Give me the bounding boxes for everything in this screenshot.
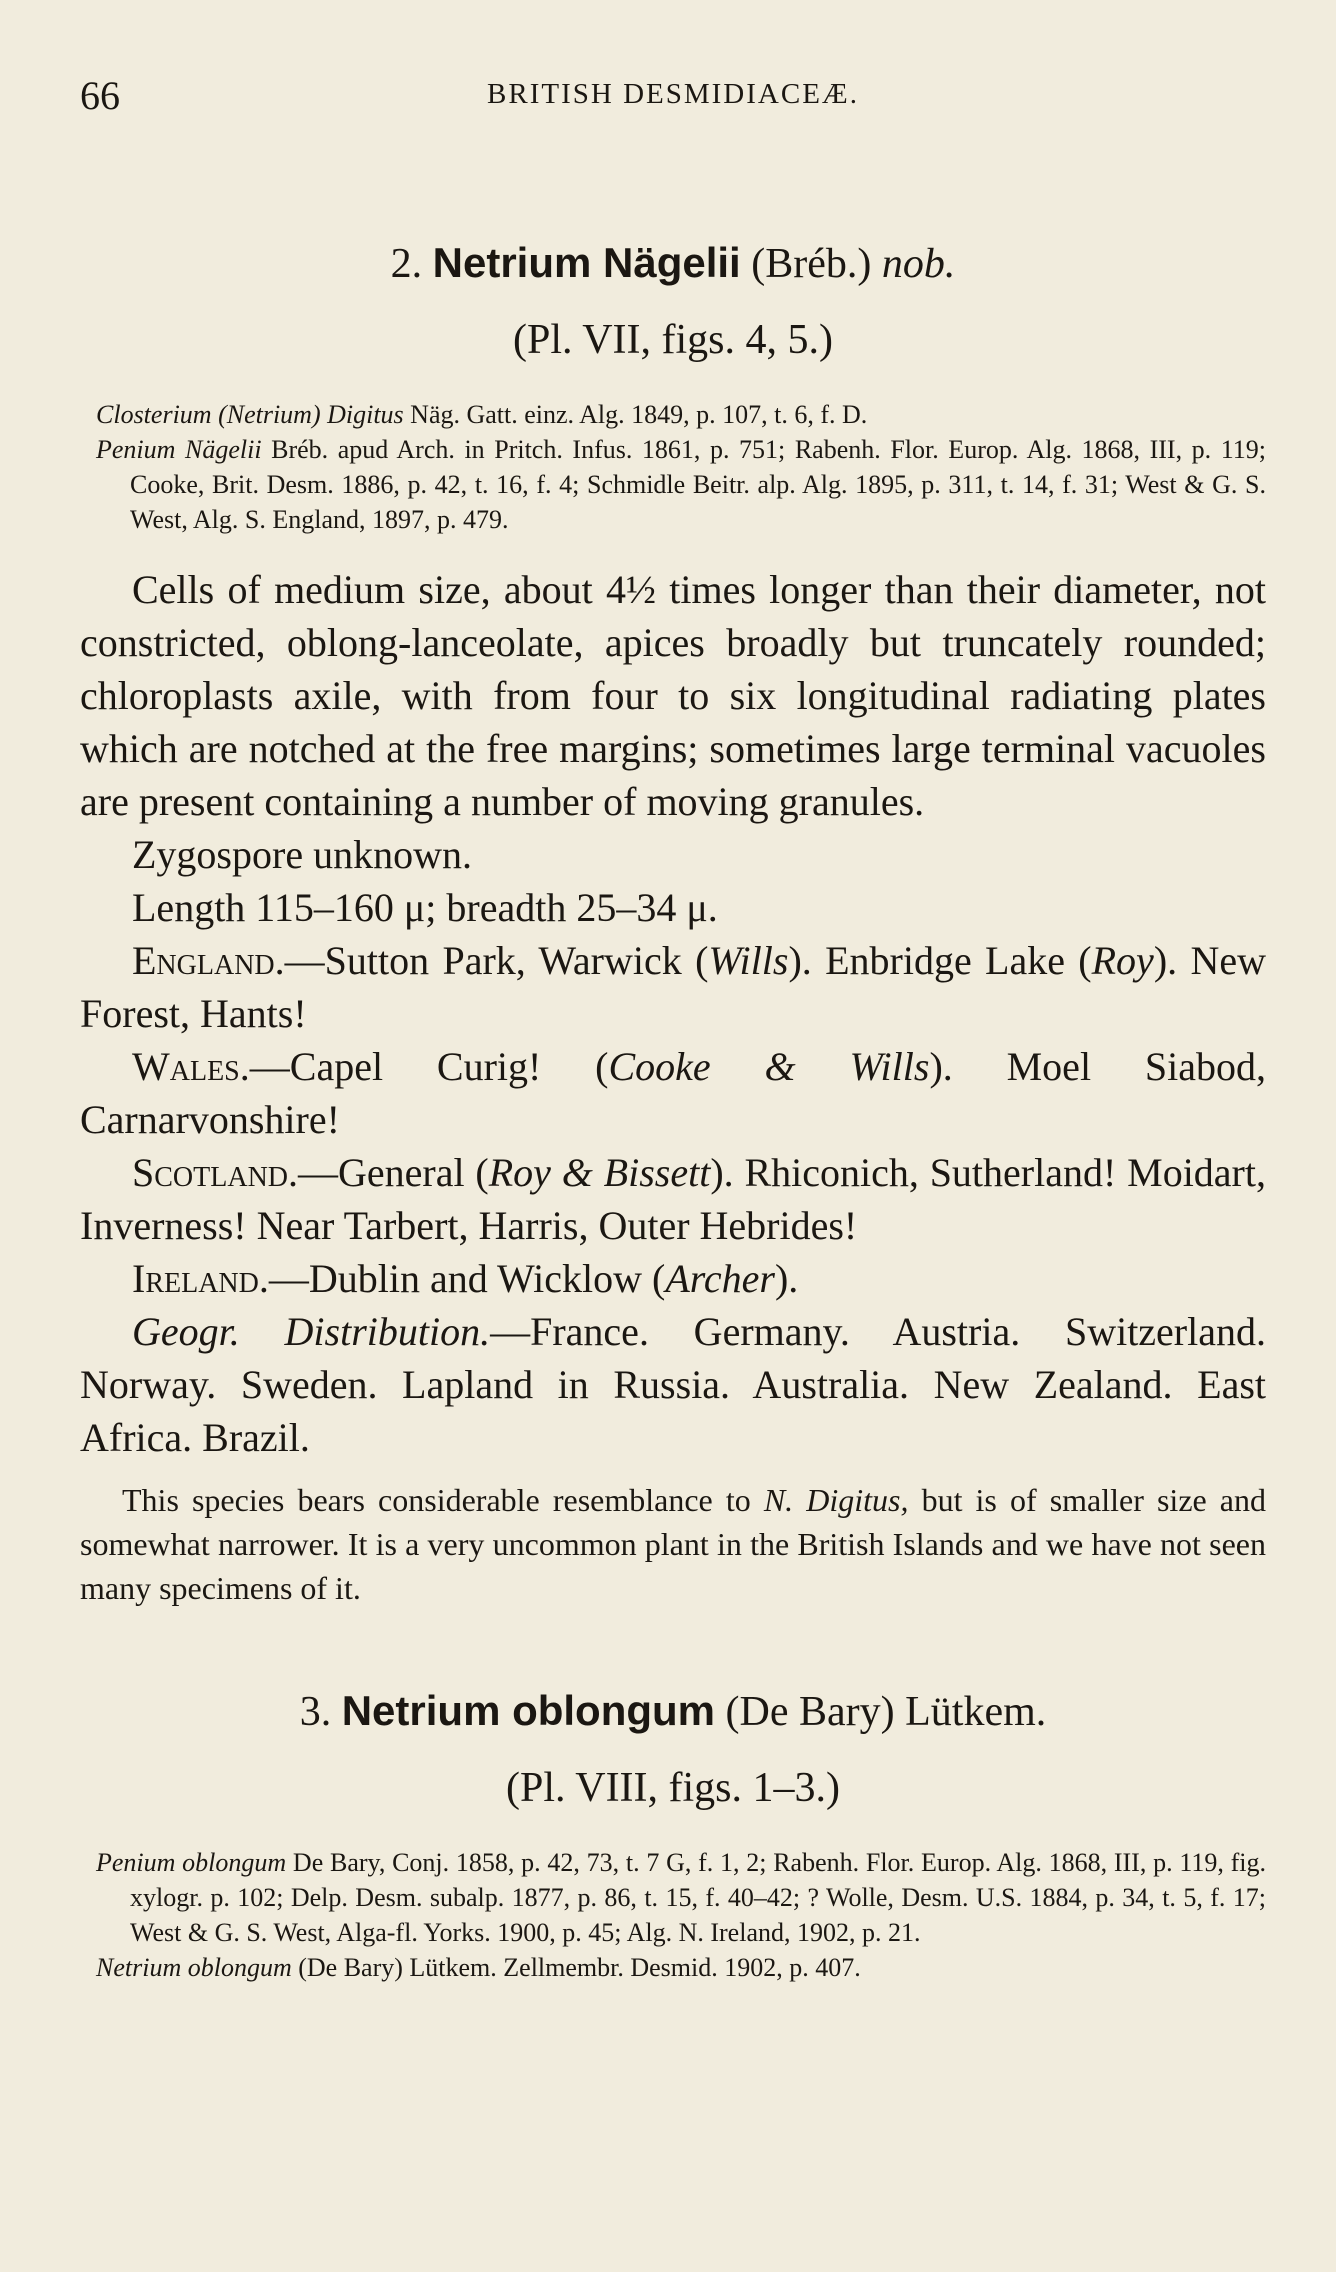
- locality-text: —Capel Curig! (: [249, 1044, 609, 1089]
- locality-scotland: [80, 1146, 1266, 1252]
- synonymy-entry: [80, 432, 1266, 537]
- note-species-ref: N. Digitus,: [763, 1482, 909, 1518]
- synonym-citation: Näg. Gatt. einz. Alg. 1849, p. 107, t. 6, f. D.: [403, 400, 868, 429]
- collector: Wills: [708, 938, 789, 983]
- species-2-plate-ref: (Pl. VII, figs. 4, 5.): [512, 317, 834, 363]
- page-number: 66: [80, 73, 120, 118]
- running-head: [80, 60, 1266, 130]
- description: Cells of medium size, about 4½ times longer than their diameter, not constricted, oblong-lanceolate, apices broadly but truncately rounded; chloroplasts axile, with from four to six longitudinal radiating plates which are notched at the free margins; sometimes large terminal vacuoles are present containing a number of moving granules.: [80, 567, 1266, 824]
- species-3-authority: (De Bary) Lütkem.: [725, 1689, 1047, 1735]
- species-2-note: [80, 1478, 1266, 1610]
- note-text: but is of smaller size and somewhat narrower. It is a very uncommon plant in the British Islands and we have not seen many specimens of it.: [80, 1482, 1267, 1606]
- note-text: This species bears considerable resemblance to: [122, 1482, 764, 1518]
- collector: Roy: [1091, 938, 1154, 983]
- locality-text: ). Enbridge Lake (: [788, 938, 1092, 983]
- species-2-name: Netrium Nägelii: [432, 239, 741, 286]
- locality-text: —Dublin and Wicklow (: [268, 1256, 666, 1301]
- synonym-citation: De Bary, Conj. 1858, p. 42, 73, t. 7 G, f. 1, 2; Rabenh. Flor. Europ. Alg. 1868, III, p. 119, fig. xylogr. p. 102; Delp. Desm. subalp. 1877, p. 86, t. 15, f. 40–42; ? Wolle, Desm. U.S. 1884, p. 34, t. 5, f. 17; West & G. S. West, Alga-fl. Yorks. 1900, p. 45; Alg. N. Ireland, 1902, p. 21.: [130, 1848, 1266, 1947]
- distribution-label: Geogr. Distribution.: [132, 1309, 491, 1354]
- locality-text: ). Moel Siabod, Carnarvonshire!: [80, 1044, 1266, 1142]
- species-3-number: 3.: [299, 1689, 332, 1735]
- region-label: England.: [132, 938, 285, 983]
- geographic-distribution: [80, 1305, 1266, 1464]
- species-2-authority: (Bréb.): [751, 241, 872, 287]
- locality-text: ). New Forest, Hants!: [80, 938, 1266, 1036]
- region-label: Ireland.: [132, 1256, 269, 1301]
- synonym-citation: Bréb. apud Arch. in Pritch. Infus. 1861, p. 751; Rabenh. Flor. Europ. Alg. 1868, III, p. 119; Cooke, Brit. Desm. 1886, p. 42, t. 16, f. 4; Schmidle Beitr. alp. Alg. 1895, p. 311, t. 14, f. 31; West & G. S. West, Alg. S. England, 1897, p. 479.: [130, 435, 1266, 534]
- dimensions: Length 115–160 μ; breadth 25–34 μ.: [132, 885, 718, 930]
- running-title: BRITISH DESMIDIACEÆ.: [487, 78, 859, 110]
- locality-text: ). Rhiconich, Sutherland! Moidart, Inverness! Near Tarbert, Harris, Outer Hebrides!: [80, 1150, 1266, 1248]
- collector: Roy & Bissett: [488, 1150, 711, 1195]
- locality-text: —Sutton Park, Warwick (: [284, 938, 709, 983]
- synonym-citation: (De Bary) Lütkem. Zellmembr. Desmid. 1902, p. 407.: [291, 1953, 861, 1982]
- synonymy-entry: [80, 1950, 1266, 1985]
- species-3-synonymy: [80, 1845, 1266, 1985]
- collector: Archer: [665, 1256, 775, 1301]
- synonym-name: Penium oblongum: [96, 1848, 287, 1877]
- locality-text: —General (: [298, 1150, 489, 1195]
- species-2-title: [80, 239, 1266, 287]
- species-2-synonymy: [80, 397, 1266, 537]
- synonym-name: Penium Nägelii: [96, 435, 262, 464]
- distribution-text: —France. Germany. Austria. Switzerland. Norway. Sweden. Lapland in Russia. Australia. New Zealand. East Africa. Brazil.: [80, 1309, 1266, 1460]
- species-2-authority-suffix: nob.: [881, 241, 956, 287]
- species-3-name: Netrium oblongum: [341, 1687, 716, 1734]
- region-label: Scotland.: [132, 1150, 299, 1195]
- collector: Cooke & Wills: [608, 1044, 930, 1089]
- synonymy-entry: [80, 1845, 1266, 1950]
- zygospore: Zygospore unknown.: [132, 832, 472, 877]
- synonym-name: Netrium oblongum: [96, 1953, 292, 1982]
- locality-text: ).: [774, 1256, 799, 1301]
- synonym-name: Closterium (Netrium) Digitus: [96, 400, 404, 429]
- species-2-number: 2.: [390, 241, 423, 287]
- synonymy-entry: [80, 397, 1266, 432]
- species-2-body: [80, 563, 1266, 1464]
- region-label: Wales.: [132, 1044, 250, 1089]
- locality-wales: [80, 1040, 1266, 1146]
- species-3-title: [80, 1687, 1266, 1735]
- species-3-plate-ref: (Pl. VIII, figs. 1–3.): [505, 1765, 841, 1811]
- locality-ireland: [80, 1252, 1266, 1305]
- locality-england: [80, 934, 1266, 1040]
